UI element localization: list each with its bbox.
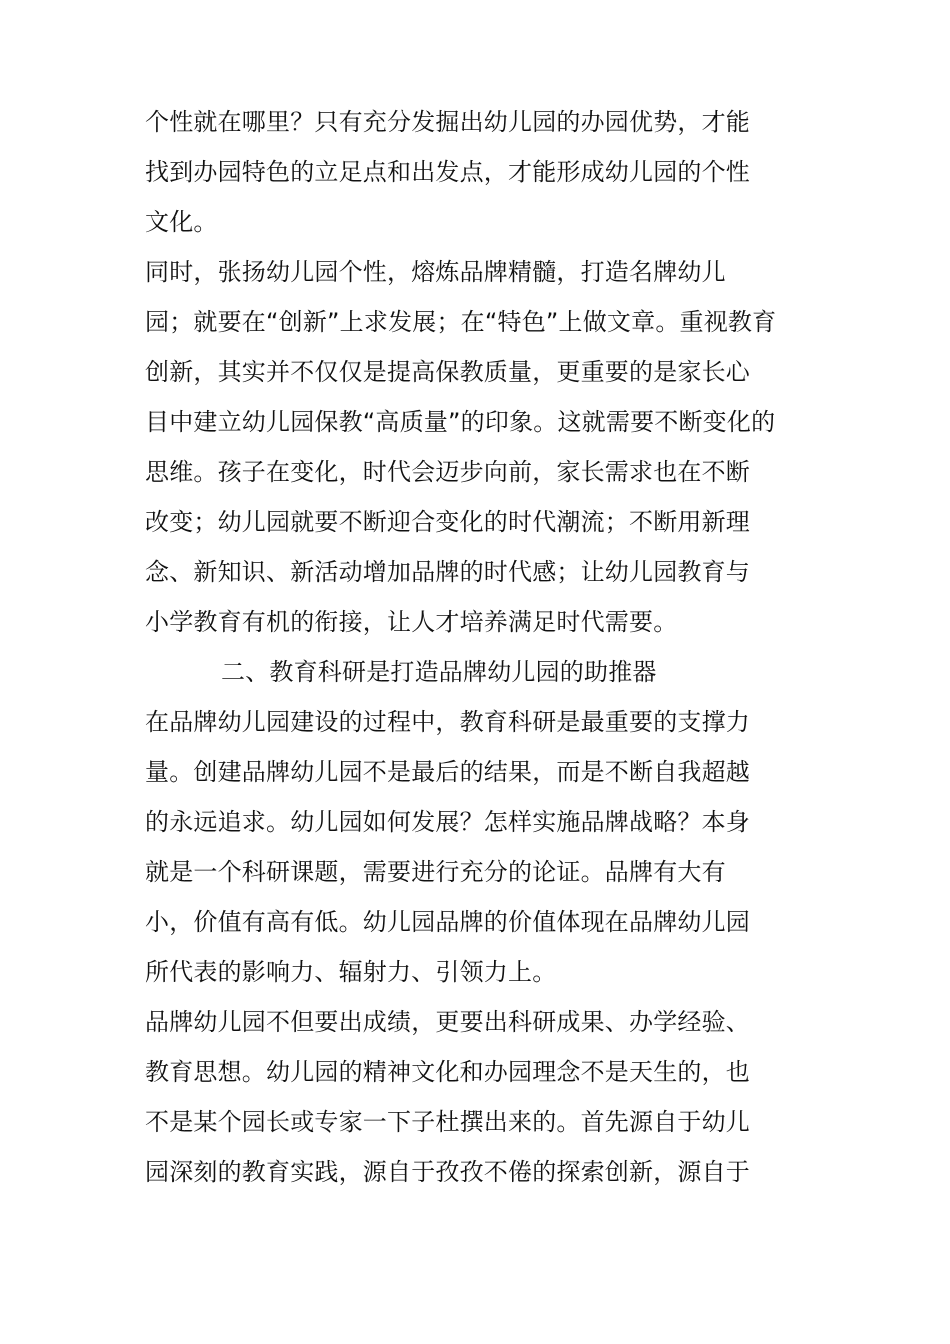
text-line: 个性就在哪里？只有充分发掘出幼儿园的办园优势，才能 [145, 108, 750, 136]
text-line: 改变；幼儿园就要不断迎合变化的时代潮流；不断用新理 [145, 508, 750, 536]
text-line: 小学教育有机的衔接，让人才培养满足时代需要。 [145, 608, 678, 636]
text-line: 找到办园特色的立足点和出发点，才能形成幼儿园的个性 [145, 158, 750, 186]
text-line: 目中建立幼儿园保教“高质量”的印象。这就需要不断变化的 [145, 408, 776, 436]
text-line: 所代表的影响力、辐射力、引领力上。 [145, 958, 557, 986]
section-heading: 二、教育科研是打造品牌幼儿园的助推器 [221, 658, 657, 686]
body-text [145, 97, 835, 1197]
text-line: 在品牌幼儿园建设的过程中，教育科研是最重要的支撑力 [145, 708, 750, 736]
text-line: 同时，张扬幼儿园个性，熔炼品牌精髓，打造名牌幼儿 [145, 258, 726, 286]
text-line: 思维。孩子在变化，时代会迈步向前，家长需求也在不断 [145, 458, 750, 486]
text-line: 品牌幼儿园不但要出成绩，更要出科研成果、办学经验、 [145, 1008, 750, 1036]
text-line: 不是某个园长或专家一下子杜撰出来的。首先源自于幼儿 [145, 1108, 750, 1136]
text-line: 小，价值有高有低。幼儿园品牌的价值体现在品牌幼儿园 [145, 908, 750, 936]
text-line: 念、新知识、新活动增加品牌的时代感；让幼儿园教育与 [145, 558, 750, 586]
text-line: 创新，其实并不仅仅是提高保教质量，更重要的是家长心 [145, 358, 750, 386]
text-line: 园深刻的教育实践，源自于孜孜不倦的探索创新，源自于 [145, 1158, 750, 1186]
text-line: 的永远追求。幼儿园如何发展？怎样实施品牌战略？本身 [145, 808, 750, 836]
text-line: 量。创建品牌幼儿园不是最后的结果，而是不断自我超越 [145, 758, 750, 786]
text-line: 教育思想。幼儿园的精神文化和办园理念不是天生的，也 [145, 1058, 750, 1086]
text-line: 文化。 [145, 208, 218, 236]
text-line: 就是一个科研课题，需要进行充分的论证。品牌有大有 [145, 858, 726, 886]
text-line: 园；就要在“创新”上求发展；在“特色”上做文章。重视教育 [145, 308, 777, 336]
